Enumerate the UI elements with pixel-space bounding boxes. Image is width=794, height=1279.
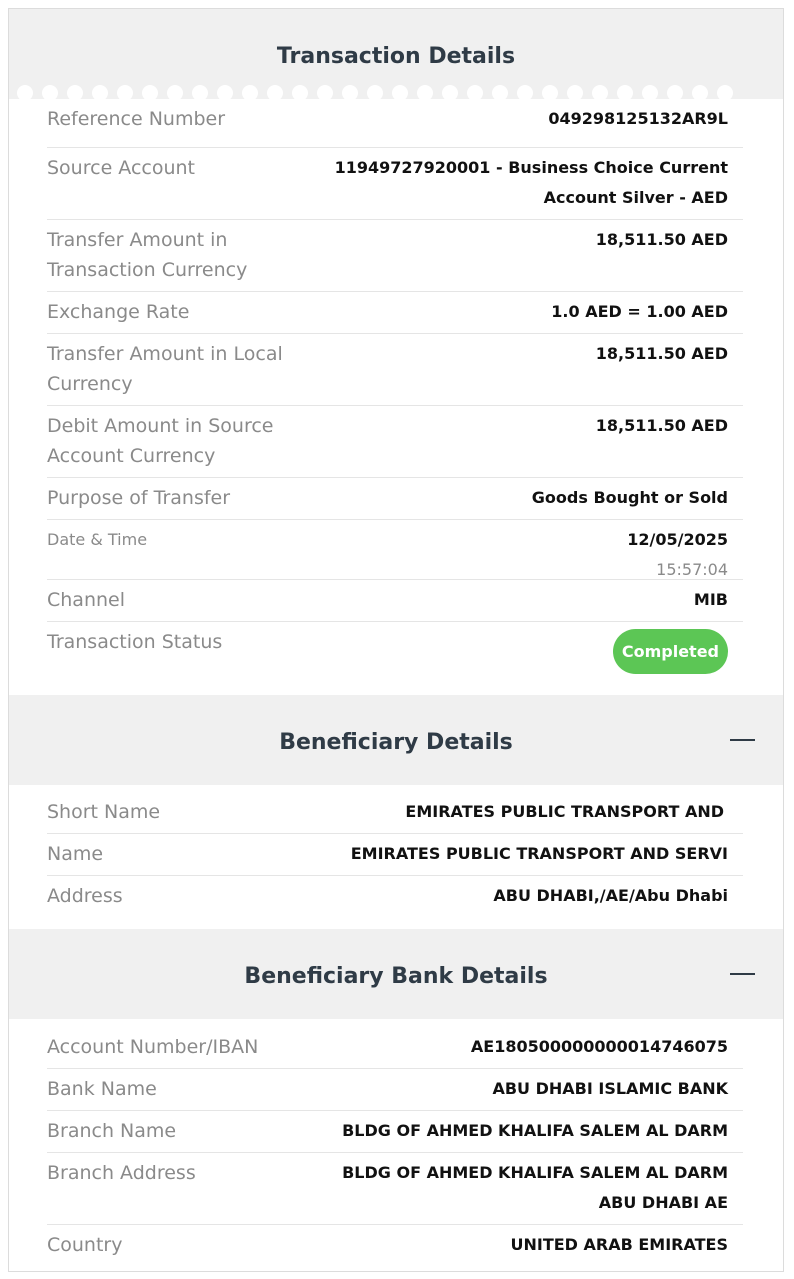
reference-number-row bbox=[47, 99, 743, 148]
time-value: 15:57:04 bbox=[656, 560, 728, 579]
beneficiary-bank-details-list bbox=[9, 1019, 783, 1267]
iban-row bbox=[47, 1019, 743, 1069]
name-row bbox=[47, 834, 743, 876]
status-badge: Completed bbox=[613, 629, 728, 674]
country-label: Country bbox=[47, 1234, 123, 1256]
date-value: 12/05/2025 bbox=[627, 530, 728, 549]
transfer-amount-transaction-value: 18,511.50 AED bbox=[595, 230, 728, 249]
beneficiary-details-title: Beneficiary Details bbox=[279, 730, 513, 755]
beneficiary-bank-details-header[interactable] bbox=[9, 929, 783, 1019]
address-value: ABU DHABI,/AE/Abu Dhabi bbox=[493, 886, 728, 905]
exchange-rate-label: Exchange Rate bbox=[47, 301, 190, 323]
address-row bbox=[47, 876, 743, 926]
transaction-receipt-card bbox=[8, 8, 784, 1272]
branch-address-label: Branch Address bbox=[47, 1162, 196, 1184]
beneficiary-bank-details-title: Beneficiary Bank Details bbox=[244, 964, 548, 989]
transaction-status-row bbox=[47, 622, 743, 688]
transaction-details-title: Transaction Details bbox=[276, 44, 516, 69]
bank-name-row bbox=[47, 1069, 743, 1111]
purpose-value: Goods Bought or Sold bbox=[531, 488, 728, 507]
short-name-row bbox=[47, 785, 743, 834]
branch-name-row bbox=[47, 1111, 743, 1153]
source-account-value-line1: 11949727920001 - Business Choice Current bbox=[334, 158, 728, 177]
collapse-icon[interactable] bbox=[730, 973, 755, 975]
reference-number-value: 049298125132AR9L bbox=[548, 109, 728, 128]
debit-amount-row bbox=[47, 406, 743, 478]
channel-label: Channel bbox=[47, 589, 126, 611]
branch-name-label: Branch Name bbox=[47, 1120, 177, 1142]
short-name-value: EMIRATES PUBLIC TRANSPORT AND bbox=[405, 802, 724, 821]
country-row bbox=[47, 1225, 743, 1267]
scalloped-edge bbox=[17, 85, 748, 101]
transfer-amount-local-value: 18,511.50 AED bbox=[595, 344, 728, 363]
source-account-label: Source Account bbox=[47, 157, 196, 179]
reference-number-label: Reference Number bbox=[47, 108, 226, 130]
bank-name-label: Bank Name bbox=[47, 1078, 157, 1100]
source-account-row bbox=[47, 148, 743, 220]
bank-name-value: ABU DHABI ISLAMIC BANK bbox=[492, 1079, 728, 1098]
branch-address-line2: ABU DHABI AE bbox=[598, 1193, 728, 1212]
transaction-status-label: Transaction Status bbox=[47, 631, 223, 653]
branch-name-value: BLDG OF AHMED KHALIFA SALEM AL DARM bbox=[342, 1121, 728, 1140]
purpose-row bbox=[47, 478, 743, 520]
transaction-status-cell bbox=[613, 622, 728, 688]
exchange-rate-value: 1.0 AED = 1.00 AED bbox=[551, 302, 728, 321]
date-time-value bbox=[627, 520, 728, 579]
country-value: UNITED ARAB EMIRATES bbox=[510, 1235, 728, 1254]
name-label: Name bbox=[47, 843, 104, 865]
branch-address-value bbox=[342, 1153, 728, 1224]
transfer-amount-local-row bbox=[47, 334, 743, 406]
transaction-details-list bbox=[9, 99, 783, 695]
debit-amount-label: Debit Amount in Source Account Currency bbox=[47, 415, 274, 467]
transaction-details-header bbox=[9, 9, 783, 99]
name-value: EMIRATES PUBLIC TRANSPORT AND SERVI bbox=[350, 844, 728, 863]
short-name-label: Short Name bbox=[47, 801, 161, 823]
transfer-amount-local-label: Transfer Amount in Local Currency bbox=[47, 343, 283, 395]
channel-value: MIB bbox=[693, 590, 728, 609]
address-label: Address bbox=[47, 885, 123, 907]
channel-row bbox=[47, 580, 743, 622]
source-account-value bbox=[335, 148, 728, 219]
purpose-label: Purpose of Transfer bbox=[47, 487, 231, 509]
beneficiary-details-list bbox=[9, 785, 783, 929]
source-account-value-line2: Account Silver - AED bbox=[543, 188, 728, 207]
debit-amount-value: 18,511.50 AED bbox=[595, 416, 728, 435]
branch-address-row bbox=[47, 1153, 743, 1225]
branch-address-line1: BLDG OF AHMED KHALIFA SALEM AL DARM bbox=[342, 1163, 728, 1182]
transfer-amount-transaction-row bbox=[47, 220, 743, 292]
transfer-amount-transaction-label: Transfer Amount in Transaction Currency bbox=[47, 229, 248, 281]
beneficiary-details-header[interactable] bbox=[9, 695, 783, 785]
exchange-rate-row bbox=[47, 292, 743, 334]
date-time-row bbox=[47, 520, 743, 580]
iban-value: AE180500000000014746075 bbox=[470, 1037, 728, 1056]
collapse-icon[interactable] bbox=[730, 739, 755, 741]
date-time-label: Date & Time bbox=[47, 530, 148, 549]
iban-label: Account Number/IBAN bbox=[47, 1036, 259, 1058]
